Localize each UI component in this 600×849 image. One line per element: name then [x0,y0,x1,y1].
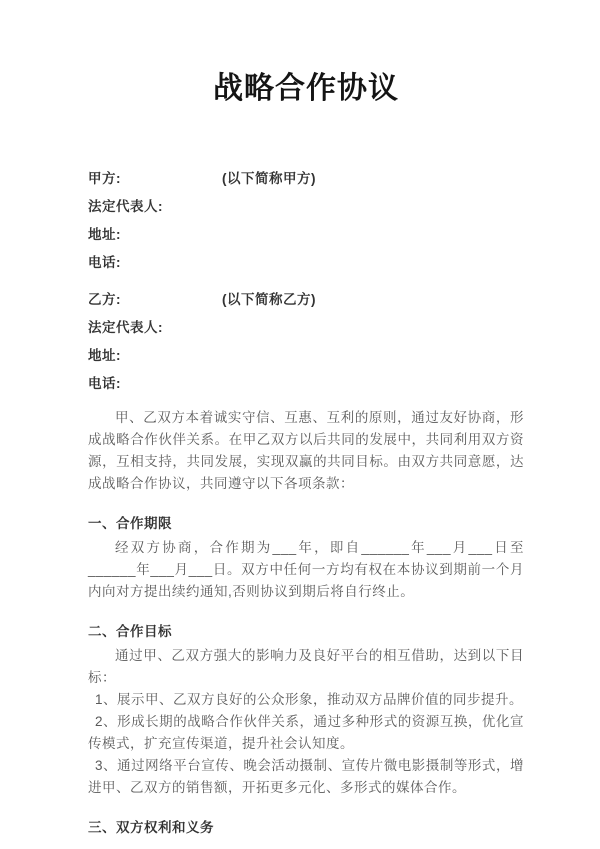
party-a-address-row [88,221,524,249]
party-b-address-row [88,342,524,370]
party-a-name-row [88,165,524,193]
party-b-phone-label: 电话: [88,376,121,391]
party-a-rep-label: 法定代表人: [88,199,163,214]
document-title: 战略合作协议 [213,72,399,105]
section-2-paragraph: 通过甲、乙双方强大的影响力及良好平台的相互借助，达到以下目标： [88,648,524,685]
section-2-item-2: 2、形成长期的战略合作伙伴关系，通过多种形式的资源互换，优化宣传模式，扩充宣传渠道，提升社会认知度。 [88,714,524,751]
party-a-name-note: (以下简称甲方) [222,171,316,186]
party-b-name-row [88,286,524,314]
party-b-name-note: (以下简称乙方) [222,292,316,307]
party-a-name-label: 甲方: [88,171,121,186]
party-b-phone-row [88,370,524,398]
party-a-rep-row [88,193,524,221]
section-2-heading: 二、合作目标 [88,624,172,639]
section-1-paragraph: 经双方协商，合作期为___年，即自______年___月___日至______年___月___日。双方中任何一方均有权在本协议到期前一个月内向对方提出续约通知,否则协议到期后将自行终止。 [88,540,524,599]
party-b-rep-row [88,314,524,342]
party-b-address-label: 地址: [88,348,121,363]
party-a-phone-label: 电话: [88,255,121,270]
party-b-rep-label: 法定代表人: [88,320,163,335]
intro-paragraph: 甲、乙双方本着诚实守信、互惠、互利的原则，通过友好协商，形成战略合作伙伴关系。在甲乙双方以后共同的发展中，共同利用双方资源，互相支持，共同发展，实现双赢的共同目标。由双方共同意愿，达成战略合作协议，共同遵守以下各项条款： [88,410,524,491]
section-3-heading: 三、双方权利和义务 [88,820,214,835]
party-b-name-label: 乙方: [88,292,121,307]
party-a-block [88,165,524,277]
party-b-block [88,286,524,398]
party-a-address-label: 地址: [88,227,121,242]
party-a-phone-row [88,249,524,277]
section-2-item-3: 3、通过网络平台宣传、晚会活动摄制、宣传片微电影摄制等形式，增进甲、乙双方的销售额，开拓更多元化、多形式的媒体合作。 [88,758,524,795]
section-2-item-1: 1、展示甲、乙双方良好的公众形象，推动双方品牌价值的同步提升。 [95,692,524,707]
section-1-heading: 一、合作期限 [88,516,172,531]
